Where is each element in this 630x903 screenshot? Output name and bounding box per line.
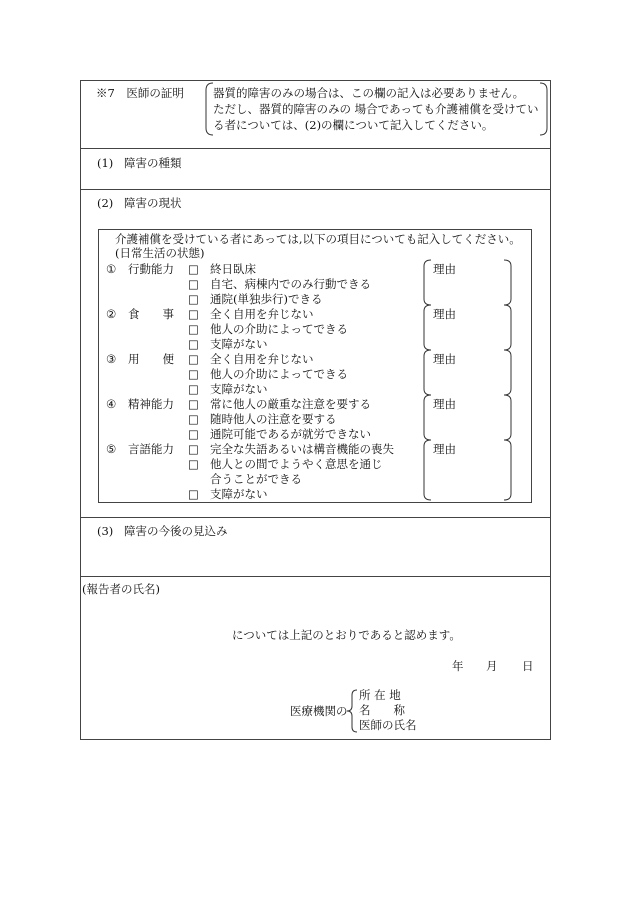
institution-brace <box>346 689 358 733</box>
frame-left <box>80 80 81 740</box>
option-label: 支障がない <box>210 337 268 351</box>
option-checkbox[interactable]: □ <box>188 442 199 456</box>
option-checkbox[interactable]: □ <box>188 382 199 396</box>
option-label: 全く自用を弁じない <box>210 307 314 321</box>
option-checkbox[interactable]: □ <box>188 427 199 441</box>
reason-label: 理由 <box>433 307 456 321</box>
option-label: 通院可能であるが就労できない <box>210 427 371 441</box>
reason-field[interactable] <box>460 396 500 437</box>
q2-number: (2) <box>97 196 114 210</box>
divider-3 <box>80 517 551 518</box>
reason-close-bracket <box>503 394 513 441</box>
item-label: 用 便 <box>128 352 174 366</box>
option-label: 随時他人の注意を要する <box>210 412 337 426</box>
option-checkbox[interactable]: □ <box>188 262 199 276</box>
frame-bottom <box>80 739 551 740</box>
box-subtitle: (日常生活の状態) <box>115 246 205 260</box>
q3-title: 障害の今後の見込み <box>124 524 228 538</box>
option-label: 他人との間でようやく意思を通じ <box>210 457 383 471</box>
section7-note-line-3: る者については、(2)の欄について記入してください。 <box>213 118 494 132</box>
item-number: ④ <box>106 397 117 411</box>
item-label: 食 事 <box>128 307 174 321</box>
section7-note-line-1: 器質的障害のみの場合は、この欄の記入は必要ありません。 <box>213 86 525 100</box>
option-label: 終日臥床 <box>210 262 256 276</box>
item-label: 精神能力 <box>128 397 174 411</box>
option-label: 支障がない <box>210 382 268 396</box>
option-checkbox[interactable]: □ <box>188 457 199 471</box>
option-label: 自宅、病棟内でのみ行動できる <box>210 277 371 291</box>
institution-label: 医療機関の <box>290 704 348 718</box>
item-number: ⑤ <box>106 442 117 456</box>
option-checkbox[interactable]: □ <box>188 367 199 381</box>
item-number: ② <box>106 307 117 321</box>
option-checkbox[interactable]: □ <box>188 322 199 336</box>
reason-label: 理由 <box>433 352 456 366</box>
reason-open-bracket <box>422 304 432 351</box>
date-day: 日 <box>522 659 534 673</box>
option-label: 常に他人の厳重な注意を要する <box>210 397 371 411</box>
reason-field[interactable] <box>460 441 500 497</box>
reason-field[interactable] <box>460 306 500 347</box>
option-checkbox[interactable]: □ <box>188 487 199 501</box>
reason-open-bracket <box>422 394 432 441</box>
institution-field-doctor: 医師の氏名 <box>359 718 417 732</box>
option-checkbox[interactable]: □ <box>188 292 199 306</box>
option-checkbox[interactable]: □ <box>188 412 199 426</box>
institution-field-address: 所 在 地 <box>359 688 401 702</box>
divider-1 <box>80 148 551 149</box>
q2-title: 障害の現状 <box>124 196 182 210</box>
option-label: 合うことができる <box>210 472 302 486</box>
option-label: 全く自用を弁じない <box>210 352 314 366</box>
reason-close-bracket <box>503 304 513 351</box>
divider-2 <box>80 189 551 190</box>
reason-label: 理由 <box>433 262 456 276</box>
section7-note-line-2: ただし、器質的障害のみの 場合であっても介護補償を受けてい <box>213 102 539 116</box>
option-label: 支障がない <box>210 487 268 501</box>
option-label: 通院(単独歩行)できる <box>210 292 323 306</box>
section7-label: ※7 医師の証明 <box>96 86 184 100</box>
note-close-bracket <box>539 82 549 136</box>
frame-top <box>80 80 551 81</box>
option-checkbox[interactable]: □ <box>188 397 199 411</box>
date-month: 月 <box>486 659 498 673</box>
item-label: 言語能力 <box>128 442 174 456</box>
reason-open-bracket <box>422 349 432 396</box>
reason-field[interactable] <box>460 261 500 302</box>
option-checkbox[interactable]: □ <box>188 337 199 351</box>
reason-close-bracket <box>503 439 513 501</box>
option-label: 他人の介助によってできる <box>210 367 348 381</box>
reason-close-bracket <box>503 259 513 306</box>
option-label: 完全な失語あるいは構音機能の喪失 <box>210 442 394 456</box>
box-note: 介護補償を受けている者にあっては,以下の項目についても記入してください。 <box>115 232 521 246</box>
q1-title: 障害の種類 <box>124 156 182 170</box>
item-number: ③ <box>106 352 117 366</box>
option-label: 他人の介助によってできる <box>210 322 348 336</box>
reason-label: 理由 <box>433 397 456 411</box>
q1-number: (1) <box>97 156 114 170</box>
reporter-label: (報告者の氏名) <box>82 582 160 596</box>
institution-field-name: 名 称 <box>359 703 405 717</box>
reason-label: 理由 <box>433 442 456 456</box>
option-checkbox[interactable]: □ <box>188 277 199 291</box>
certify-text: については上記のとおりであると認めます。 <box>232 628 461 642</box>
item-label: 行動能力 <box>128 262 174 276</box>
option-checkbox[interactable]: □ <box>188 352 199 366</box>
date-year: 年 <box>452 659 464 673</box>
divider-4 <box>80 576 551 577</box>
frame-right <box>550 80 551 740</box>
option-checkbox[interactable]: □ <box>188 307 199 321</box>
reason-close-bracket <box>503 349 513 396</box>
q3-number: (3) <box>97 524 114 538</box>
item-number: ① <box>106 262 117 276</box>
reason-field[interactable] <box>460 351 500 392</box>
reason-open-bracket <box>422 259 432 306</box>
reason-open-bracket <box>422 439 432 501</box>
